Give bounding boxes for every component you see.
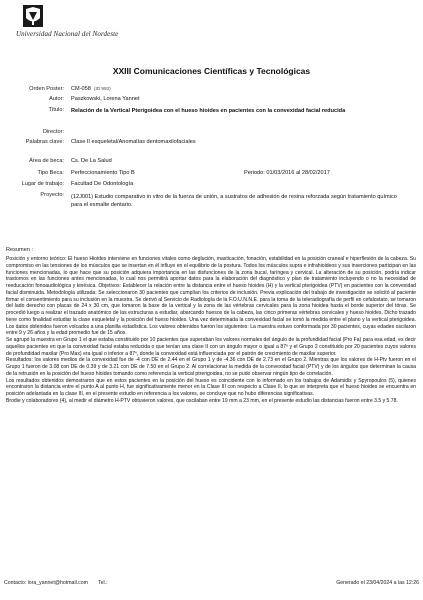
contact-email: Contacto: lora_yannet@hotmail.com [4, 580, 88, 586]
tipo-beca-label: Tipo Beca: [37, 170, 64, 176]
proyecto-label: Proyecto: [40, 192, 64, 198]
orden-poster-value: CM-058 (ID 993) [71, 86, 111, 92]
autor-value: Paszkowski, Lorena Yannet [71, 96, 140, 102]
palabras-clave-value: Clase II esqueletal/Anomalías dentomaxilofaciales [71, 139, 196, 145]
university-logo-icon [22, 4, 44, 28]
resumen-paragraph: Se agrupó la muestra en Grupo 1 el que estaba constituido por 10 pacientes que superaban los valores normales del ángulo de la profundidad facial (Pro Fa) para esa edad, es decir aquellos pacientes en que la convexidad facial estaba reducida o que tenían una clase II con un ángulo mayor o igual a 87º y el Grupo 2 constituido por 20 pacientes cuyos valores de profundidad maxilar (Pro Max) era igual o inferior a 87º, donde la convexidad está influenciada por el patrón de crecimiento de maxilar superior. [6, 337, 416, 357]
titulo-label: Título: [48, 107, 64, 113]
orden-poster-label: Orden Poster: [29, 86, 64, 92]
lugar-trabajo-value: Facultad De Odontología [71, 181, 134, 187]
titulo-value: Relación de la Vertical Pterigoidea con el hueso hioides en pacientes con la convexidad facial reducida [71, 108, 346, 114]
periodo-value: 01/03/2016 al 28/02/2017 [266, 170, 330, 176]
contact-tel: Tel.: [98, 580, 108, 586]
conference-title: XXIII Comunicaciones Científicas y Tecnológicas [112, 66, 311, 76]
resumen-paragraph: Posición y entorno teórico: El hueso Hioides interviene en funciones vitales como deglución, masticación, fonación, estabilidad en la posición craneal e hiperflexión de la cabeza. Su compromiso en las tensiones de los músculos que se insertan en él influye en el equilibrio de la postura. Todos los músculos supra e infrahioideos y sus inserciones participan en las funciones mencionadas, lo que hace que su posición adquiera importancia en las disfunciones de la zona bucal, faríngea y cervical. La alteración de su posición, podría indicar trastornos en las funciones antes mencionadas, lo cual nos permitirá aportar datos para la elaboración del diagnóstico y plan de tratamiento incluyendo o no la necesidad de reeducación fonoaudiológica y kinésica. Objetivos: Establecer la relación entre la distancia entre el hueso hioides (H) y la vertical pterigoidea (PTV) en pacientes con la convexidad facial disminuida. Metodología utilizada: Se seleccionaron 30 pacientes que cumplían los criterios de inclusión. Previa explicación del trabajo de investigación se solicitó al paciente firmar el consentimiento para su inclusión en la muestra. Se derivó al Servicio de Radiología de la F.O.U.N.N.E. para la toma de la teleradiografía de perfil en cefalostato, se tomaron del lado derecho con placas de 24 x 30 cm, que tomaron la base de la vertical y la zona de las vértebras cervicales para la zona hioidea hasta el borde superior del tórax. Se procedió luego a realizar el trazado anatómico de las estructuras a estudiar, abarcando huesos de la cabeza, las cinco primeras vértebras cervicales y hueso hioides. Dicho trazado tiene como finalidad estudiar la clase esqueletal y la posición del hueso hioides. Una vez determinada la convexidad facial se tomó la medida entre el plano y la vertical pterigoidea. Los datos obtenidos fueron volcados a una planilla estadística. Los valores obtenidos fueron los siguientes: La muestra estuvo conformada por 30 pacientes, cuyas edades oscilaron entre 9 y 26 años y la edad promedio fue de 15 años. [6, 256, 416, 337]
periodo-label: Periodo: [244, 170, 265, 176]
lugar-trabajo-label: Lugar de trabajo: [21, 181, 64, 187]
resumen-paragraph: Los resultados obtenidos demostraron que en estos pacientes en la posición del hueso es coincidente con lo informado en los trabajos de Adamidis y Spyropoulos (5), quienes encontraron la distancia entre el punto A al punto H, fue significativamente menor en la Clase III con respecto a Clase II, lo que se interpreta que el hueso hioides se encuentra en posición adelantada en la clase III, en el presente estudio en referencia a los valores, se concluye que no hubo diferencias significativas. [6, 377, 416, 397]
proyecto-value: (12J001) Estudio comparativo in vitro de la fuerza de unión, a sustratos de adhesión de resina reforzada según tratamiento químico para el esmalte dentario. [71, 194, 397, 209]
resumen-paragraph: Brodie y colaboradores (4), al medir el diámetro H-PTV obtuvieron valores, que oscilaban entre 19 mm a 23 mm, en el presente estudio las distancias fueron entre 3.5 y 5.78. [6, 397, 398, 404]
area-beca-label: Área de beca: [29, 158, 64, 164]
periodo [244, 171, 330, 177]
area-beca-value: Cs. De La Salud [71, 158, 112, 164]
resumen-label: Resumen : [6, 247, 34, 253]
autor-label: Autor: [49, 96, 64, 102]
generated-timestamp: Generado el 23/04/2024 a las 12:26 [336, 580, 419, 586]
resumen-body [6, 256, 416, 405]
orden-poster-id: (ID 993) [94, 86, 111, 91]
director-label: Director: [42, 129, 64, 135]
university-name: Universidad Nacional del Nordeste [16, 30, 119, 38]
tipo-beca-value: Perfeccionamiento Tipo B [71, 170, 135, 176]
palabras-clave-label: Palabras clave: [25, 139, 64, 145]
resumen-paragraph: Resultados: los valores medios de la convexidad fue de -4 con DE de 2.44 en el Grupo 1 y de -4.36 con DE de 2.73 en el Grupo 2. Mientras que los valores de H-Ptv fueron en el Grupo 1 fueron de 3.08 con DE de 0.39 y de 3.21 con DE de 7.50 en el Grupo 2. Al correlacionar la medida de la convexidad facial (PTV) y de los ángulos que determinan la causa de la retrusión en la posición del hueso hioides tomando como referencia la vertical ptrerigoidea, no se pudo observar ningún tipo de correlación. [6, 357, 416, 377]
